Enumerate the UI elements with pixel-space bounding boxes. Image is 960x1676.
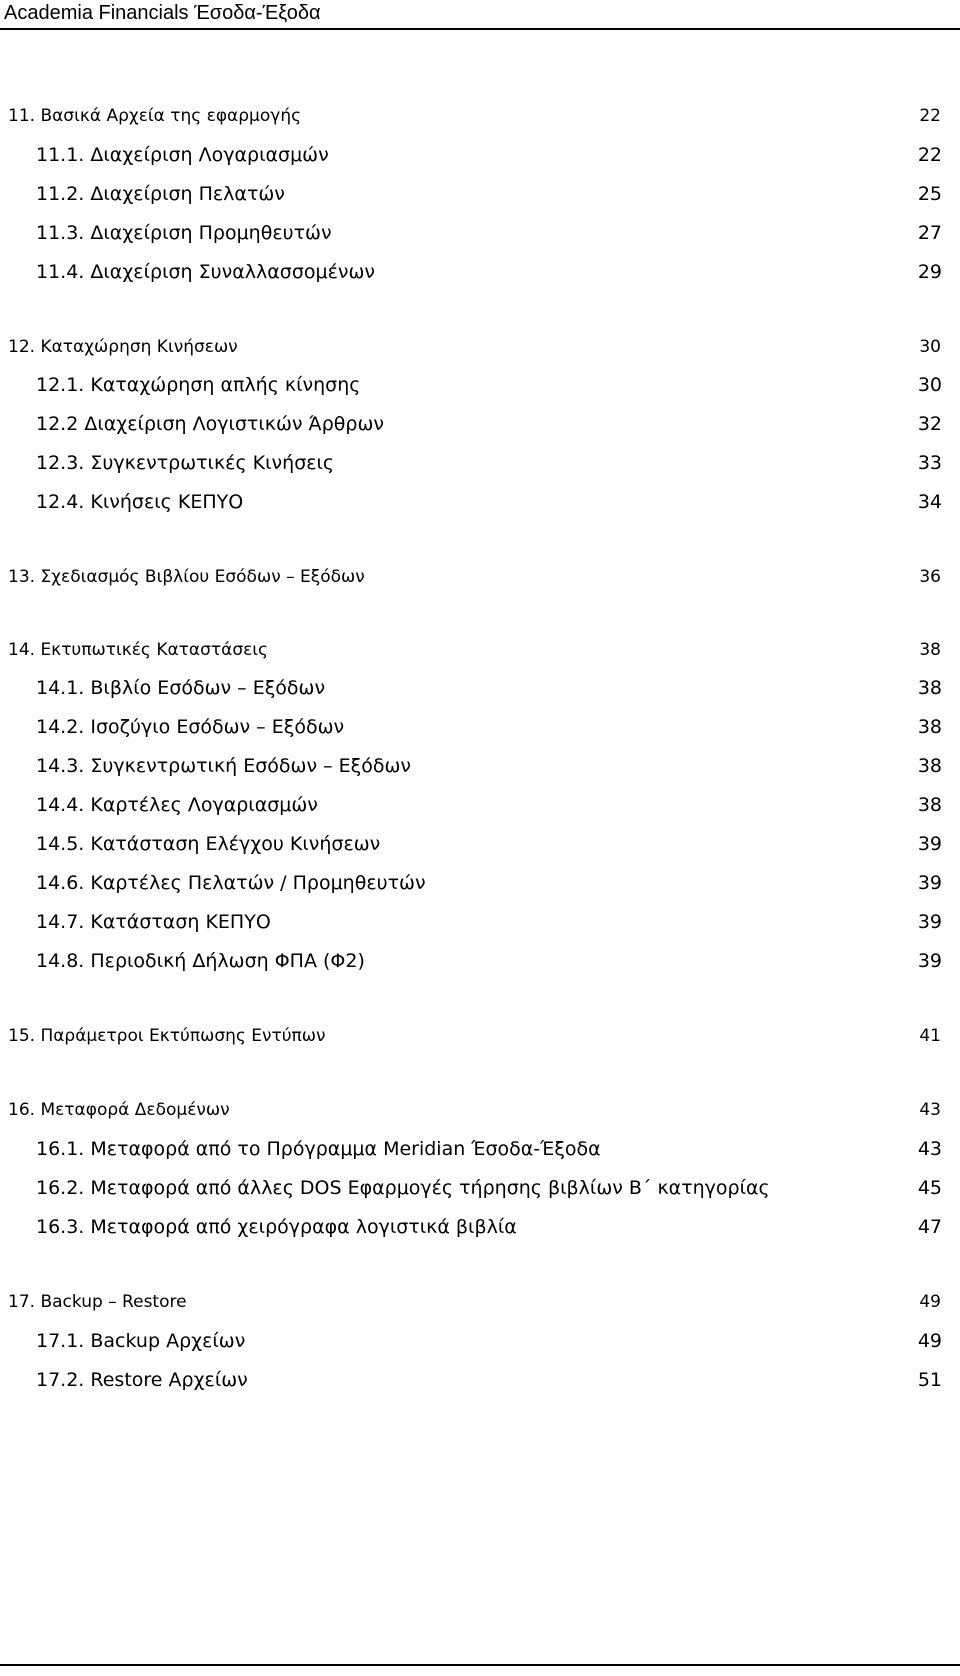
toc-entry-title: 14.6. Καρτέλες Πελατών / Προμηθευτών <box>36 872 426 894</box>
toc-entry-title: 16. Μεταφορά Δεδομένων <box>8 1100 230 1120</box>
toc-entry-title: 14.2. Ισοζύγιο Εσόδων – Εξόδων <box>36 716 345 738</box>
toc-entry-title: 14.4. Καρτέλες Λογαριασμών <box>36 794 318 816</box>
toc-entry-page: 39 <box>917 833 942 855</box>
toc-entry-page: 38 <box>917 716 942 738</box>
toc-entry-page: 39 <box>917 911 942 933</box>
toc-entry-title: 14.7. Κατάσταση ΚΕΠΥΟ <box>36 911 271 933</box>
toc-entry-subsection <box>36 1135 942 1163</box>
toc-entry-title: 11.2. Διαχείριση Πελατών <box>36 183 285 205</box>
toc-entry-subsection <box>36 488 942 516</box>
toc-entry-page: 22 <box>919 106 941 126</box>
toc-entry-title: 15. Παράμετροι Εκτύπωσης Εντύπων <box>8 1026 326 1046</box>
toc-entry-page: 22 <box>917 144 942 166</box>
toc-entry-page: 39 <box>917 950 942 972</box>
toc-entry-title: 12.1. Καταχώρηση απλής κίνησης <box>36 374 361 396</box>
footer-rule <box>0 1664 960 1666</box>
toc-entry-subsection <box>36 713 942 741</box>
toc-entry-title: 13. Σχεδιασμός Βιβλίου Εσόδων – Εξόδων <box>8 567 365 587</box>
toc-entry-subsection <box>36 371 942 399</box>
toc-entry-subsection <box>36 1174 942 1202</box>
toc-entry-page: 30 <box>917 374 942 396</box>
toc-entry-title: 14.3. Συγκεντρωτική Εσόδων – Εξόδων <box>36 755 412 777</box>
toc-entry-page: 51 <box>917 1369 942 1391</box>
toc-entry-section <box>8 1022 941 1050</box>
toc-entry-subsection <box>36 141 942 169</box>
toc-entry-title: 11.3. Διαχείριση Προμηθευτών <box>36 222 332 244</box>
toc-entry-subsection <box>36 752 942 780</box>
toc-entry-subsection <box>36 258 942 286</box>
toc-entry-page: 34 <box>917 491 942 513</box>
toc-entry-title: 12. Καταχώρηση Κινήσεων <box>8 337 238 357</box>
toc-entry-page: 38 <box>919 640 941 660</box>
toc-entry-subsection <box>36 1213 942 1241</box>
toc-entry-title: 14.1. Βιβλίο Εσόδων – Εξόδων <box>36 677 326 699</box>
toc-entry-title: 14.8. Περιοδική Δήλωση ΦΠΑ (Φ2) <box>36 950 365 972</box>
page-header-title: Academia Financials Έσοδα-Έξοδα <box>4 2 321 24</box>
toc-entry-title: 11. Βασικά Αρχεία της εφαρμογής <box>8 106 302 126</box>
toc-entry-subsection <box>36 1327 942 1355</box>
toc-entry-section <box>8 1096 941 1124</box>
toc-entry-subsection <box>36 947 942 975</box>
toc-entry-page: 33 <box>917 452 942 474</box>
toc-entry-subsection <box>36 674 942 702</box>
toc-entry-title: 17.1. Backup Αρχείων <box>36 1330 246 1352</box>
toc-entry-page: 49 <box>919 1292 941 1312</box>
toc-entry-page: 39 <box>917 872 942 894</box>
toc-entry-page: 30 <box>919 337 941 357</box>
toc-entry-page: 32 <box>917 413 942 435</box>
toc-entry-section <box>8 636 941 664</box>
toc-entry-title: 11.4. Διαχείριση Συναλλασσομένων <box>36 261 375 283</box>
toc-entry-subsection <box>36 791 942 819</box>
toc-entry-page: 45 <box>917 1177 942 1199</box>
toc-entry-subsection <box>36 1366 942 1394</box>
toc-entry-page: 47 <box>917 1216 942 1238</box>
toc-entry-title: 16.3. Μεταφορά από χειρόγραφα λογιστικά βιβλία <box>36 1216 517 1238</box>
toc-entry-title: 12.4. Κινήσεις ΚΕΠΥΟ <box>36 491 244 513</box>
toc-entry-title: 17. Backup – Restore <box>8 1292 187 1312</box>
toc-entry-title: 12.3. Συγκεντρωτικές Κινήσεις <box>36 452 335 474</box>
toc-entry-subsection <box>36 869 942 897</box>
toc-entry-subsection <box>36 219 942 247</box>
toc-entry-page: 38 <box>917 794 942 816</box>
toc-entry-subsection <box>36 180 942 208</box>
toc-entry-section <box>8 102 941 130</box>
toc-entry-subsection <box>36 410 942 438</box>
toc-entry-section <box>8 333 941 361</box>
toc-entry-subsection <box>36 830 942 858</box>
page-header <box>0 0 960 30</box>
toc-entry-page: 49 <box>917 1330 942 1352</box>
toc-entry-page: 36 <box>919 567 941 587</box>
toc-entry-page: 38 <box>917 755 942 777</box>
toc-entry-page: 43 <box>917 1138 942 1160</box>
toc-entry-title: 17.2. Restore Αρχείων <box>36 1369 248 1391</box>
toc-entry-section <box>8 1288 941 1316</box>
toc-entry-page: 41 <box>919 1026 941 1046</box>
toc-entry-title: 14. Εκτυπωτικές Καταστάσεις <box>8 640 269 660</box>
toc-entry-subsection <box>36 449 942 477</box>
toc-entry-title: 12.2 Διαχείριση Λογιστικών Άρθρων <box>36 413 384 435</box>
toc-entry-page: 38 <box>917 677 942 699</box>
toc-entry-page: 27 <box>917 222 942 244</box>
toc-entry-page: 25 <box>917 183 942 205</box>
toc-entry-title: 11.1. Διαχείριση Λογαριασμών <box>36 144 329 166</box>
toc-entry-title: 16.1. Μεταφορά από το Πρόγραμμα Meridian Έσοδα-Έξοδα <box>36 1138 601 1160</box>
toc-entry-page: 29 <box>917 261 942 283</box>
toc-entry-title: 14.5. Κατάσταση Ελέγχου Κινήσεων <box>36 833 381 855</box>
toc-entry-title: 16.2. Μεταφορά από άλλες DOS Εφαρμογές τήρησης βιβλίων Β΄ κατηγορίας <box>36 1177 770 1199</box>
toc-entry-page: 43 <box>919 1100 941 1120</box>
toc-entry-section <box>8 563 941 591</box>
toc-entry-subsection <box>36 908 942 936</box>
